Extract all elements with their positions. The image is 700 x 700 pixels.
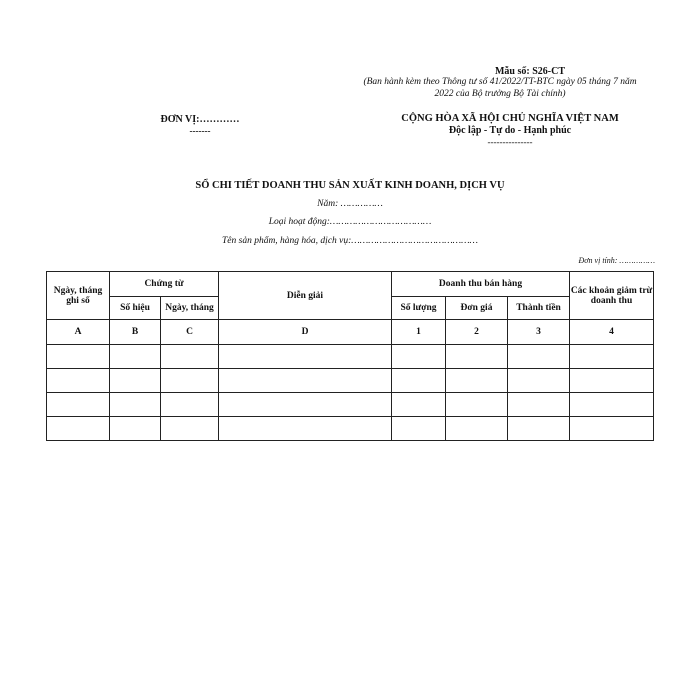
ledger-cell xyxy=(161,369,219,393)
ledger-cell xyxy=(570,345,654,369)
ledger-row xyxy=(47,345,654,369)
ledger-cell xyxy=(47,393,110,417)
revenue-ledger-table xyxy=(46,271,654,441)
ledger-cell xyxy=(508,345,570,369)
ledger-cell xyxy=(110,369,161,393)
empty-rows xyxy=(47,345,654,441)
product-name-field: Tên sản phẩm, hàng hóa, dịch vụ:……………………………………… xyxy=(222,236,478,246)
col-voucher-date-header: Ngày, tháng xyxy=(161,297,219,320)
ledger-row xyxy=(47,417,654,441)
ledger-cell xyxy=(392,393,446,417)
index-cell: 4 xyxy=(570,320,654,345)
unit-label: ĐƠN VỊ:………… xyxy=(160,114,240,125)
ledger-cell xyxy=(47,417,110,441)
col-unit-price-header: Đơn giá xyxy=(446,297,508,320)
year-field: Năm: …………… xyxy=(317,199,383,209)
col-amount-header: Thành tiền xyxy=(508,297,570,320)
col-voucher-header: Chứng từ xyxy=(110,272,219,297)
issued-by-line-2: 2022 của Bộ trưởng Bộ Tài chính) xyxy=(434,89,566,99)
index-cell: 3 xyxy=(508,320,570,345)
ledger-cell xyxy=(508,369,570,393)
form-code: Mẫu số: S26-CT xyxy=(494,66,565,77)
ledger-cell xyxy=(47,369,110,393)
col-voucher-no-header: Số hiệu xyxy=(110,297,161,320)
ledger-cell xyxy=(446,417,508,441)
col-date-recorded-header: Ngày, tháng ghi sổ xyxy=(47,272,110,320)
ledger-cell xyxy=(570,369,654,393)
index-cell: A xyxy=(47,320,110,345)
col-deductions-header: Các khoản giảm trừ doanh thu xyxy=(570,272,654,320)
ledger-cell xyxy=(161,345,219,369)
issued-by-line-1: (Ban hành kèm theo Thông tư số 41/2022/TT-BTC ngày 05 tháng 7 năm xyxy=(363,77,637,87)
ledger-cell xyxy=(446,393,508,417)
ledger-cell xyxy=(446,345,508,369)
ledger-cell xyxy=(110,345,161,369)
ledger-cell xyxy=(219,417,392,441)
ledger-cell xyxy=(219,369,392,393)
motto: Độc lập - Tự do - Hạnh phúc xyxy=(448,125,572,136)
index-cell: 1 xyxy=(392,320,446,345)
ledger-cell xyxy=(110,393,161,417)
ledger-cell xyxy=(446,369,508,393)
header-row-1 xyxy=(47,272,654,297)
currency-unit-field: Đơn vị tính: …………… xyxy=(578,256,655,265)
ledger-cell xyxy=(161,393,219,417)
ledger-cell xyxy=(161,417,219,441)
column-index-row xyxy=(47,320,654,345)
ledger-row xyxy=(47,393,654,417)
motto-divider: --------------- xyxy=(487,137,533,147)
nation-heading: CỘNG HÒA XÃ HỘI CHỦ NGHĨA VIỆT NAM xyxy=(401,113,619,124)
col-quantity-header: Số lượng xyxy=(392,297,446,320)
index-cell: B xyxy=(110,320,161,345)
col-description-header: Diễn giải xyxy=(219,272,392,320)
ledger-cell xyxy=(47,345,110,369)
ledger-cell xyxy=(110,417,161,441)
ledger-cell xyxy=(508,393,570,417)
index-cell: C xyxy=(161,320,219,345)
ledger-cell xyxy=(570,393,654,417)
ledger-row xyxy=(47,369,654,393)
ledger-cell xyxy=(570,417,654,441)
document-title: SỔ CHI TIẾT DOANH THU SẢN XUẤT KINH DOANH, DỊCH VỤ xyxy=(195,180,505,191)
ledger-cell xyxy=(508,417,570,441)
col-sales-header: Doanh thu bán hàng xyxy=(392,272,570,297)
index-cell: 2 xyxy=(446,320,508,345)
ledger-cell xyxy=(392,369,446,393)
activity-type-field: Loại hoạt động:……………………………… xyxy=(268,217,432,227)
unit-divider: ------- xyxy=(189,126,211,136)
ledger-cell xyxy=(392,417,446,441)
index-cell: D xyxy=(219,320,392,345)
ledger-cell xyxy=(219,393,392,417)
ledger-cell xyxy=(392,345,446,369)
ledger-cell xyxy=(219,345,392,369)
